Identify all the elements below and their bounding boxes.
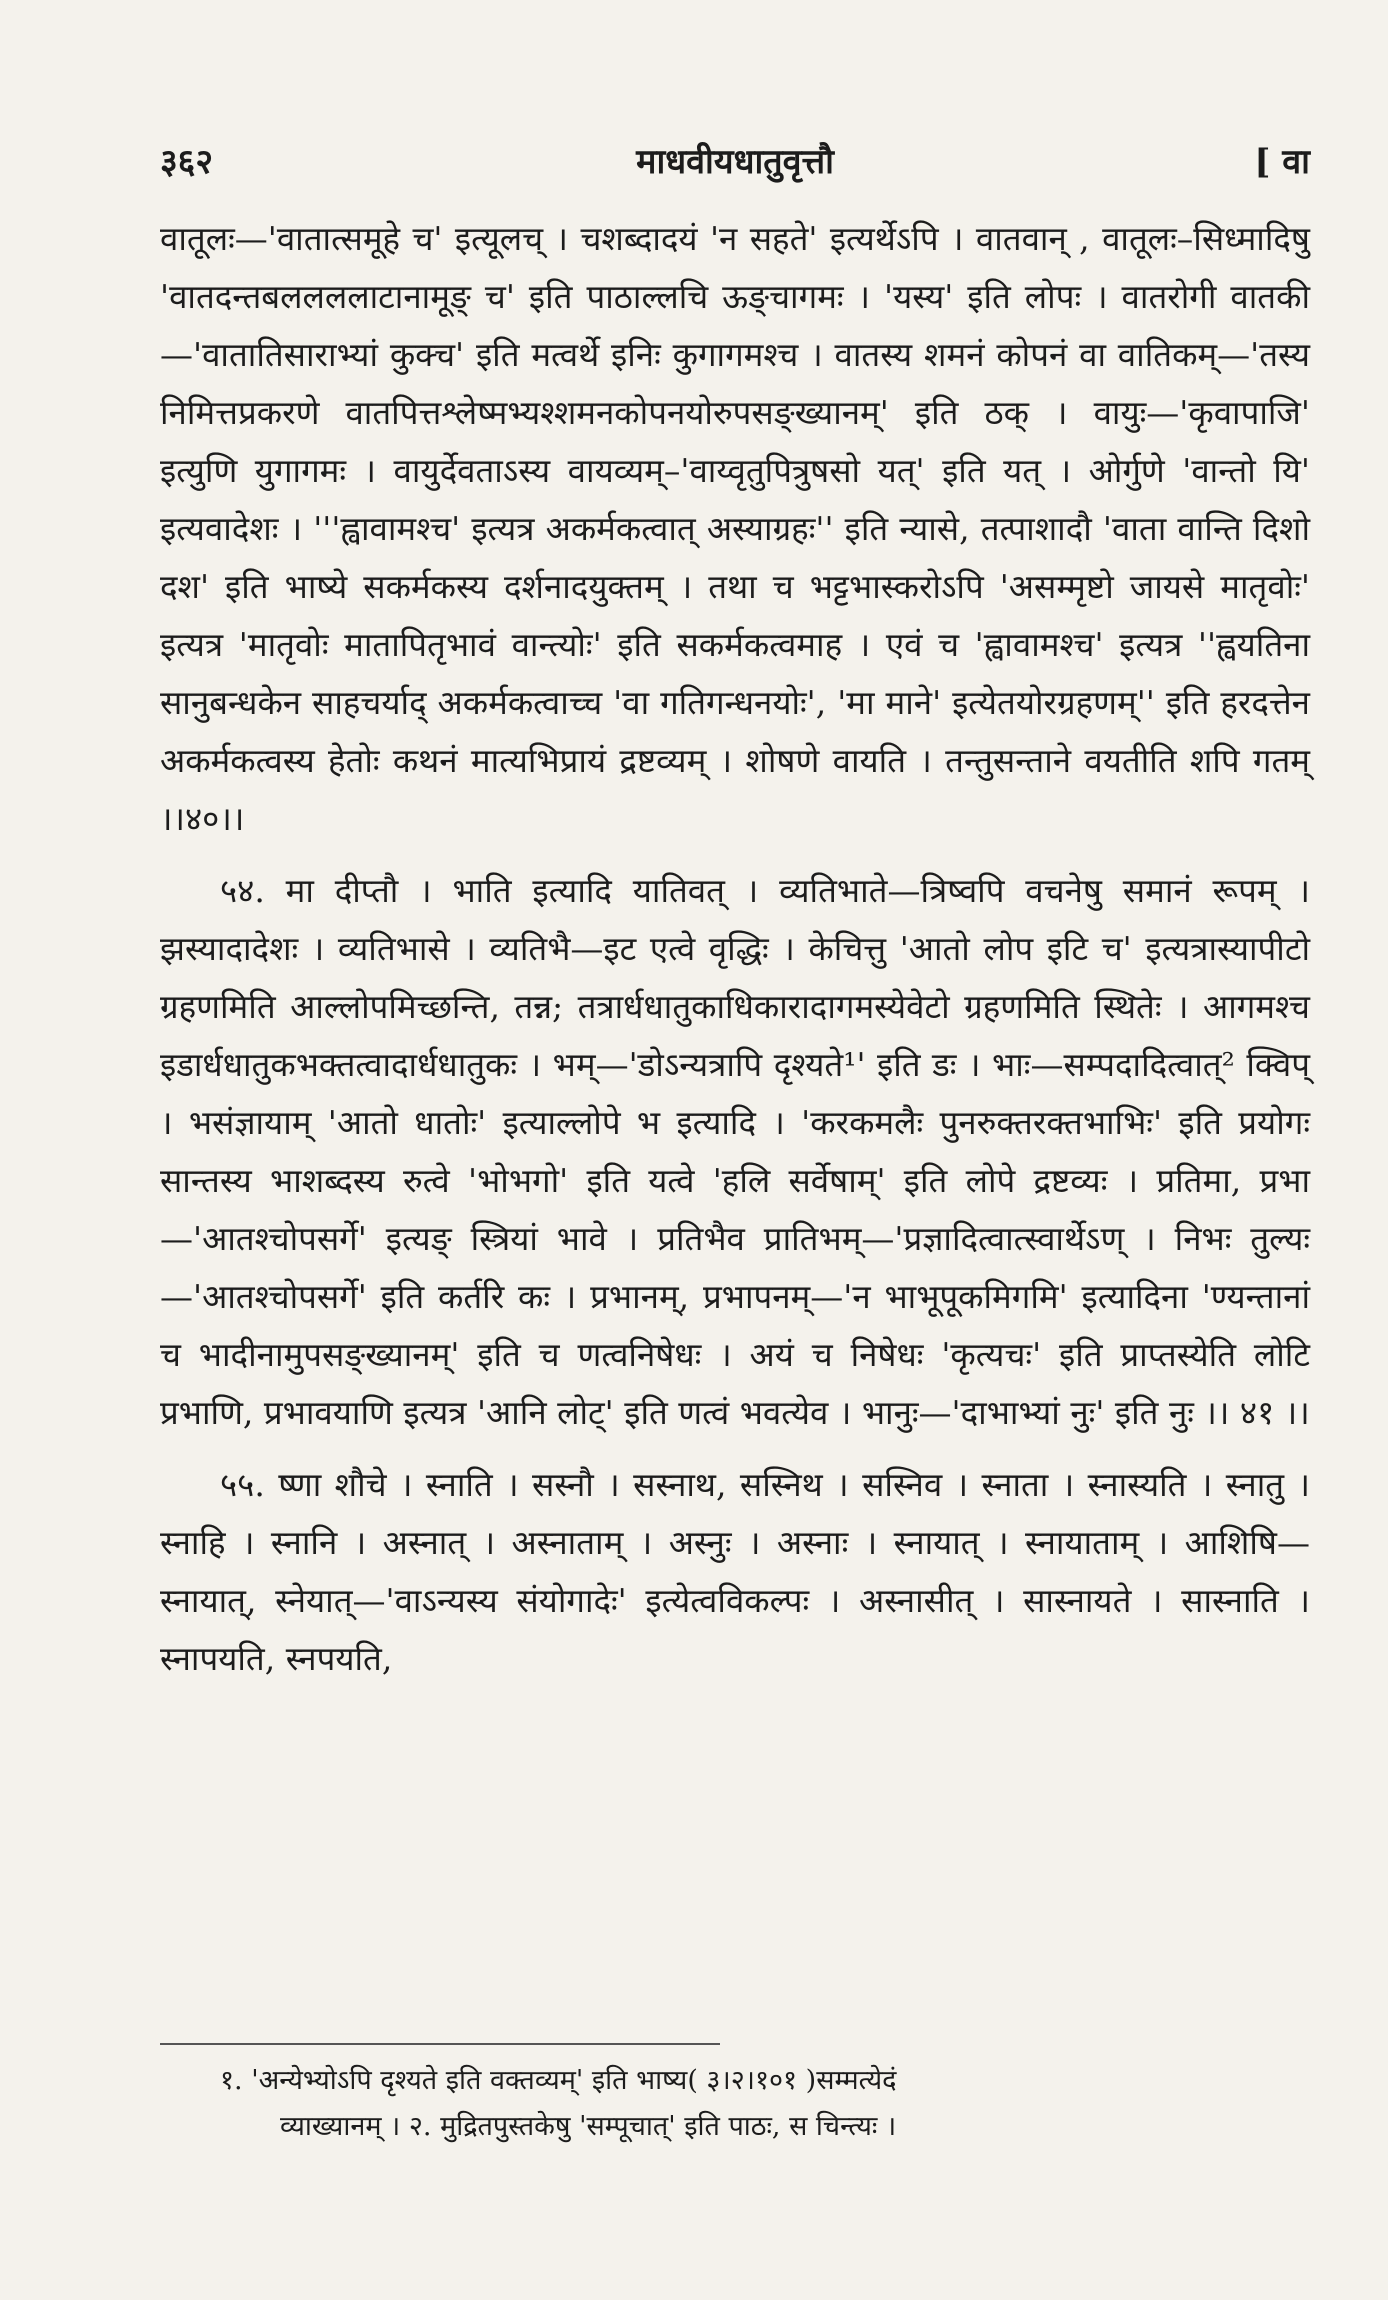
paragraph-vata: वातूलः—'वातात्समूहे च' इत्यूलच् । चशब्दादयं 'न सहते' इत्यर्थेऽपि । वातवान् , वातूलः–सिध्मादिषु 'वातदन्तबललललाटानामूङ् च' इति पाठाल्लचि ऊङ्चागमः । 'यस्य' इति लोपः । वातरोगी वातकी—'वातातिसाराभ्यां कुक्च' इति मत्वर्थे इनिः कुगागमश्च । वातस्य शमनं कोपनं वा वातिकम्—'तस्य निमित्तप्रकरणे वातपित्तश्लेष्मभ्यश्शमनकोपनयोरुपसङ्ख्यानम्' इति ठक् । वायुः—'कृवापाजि' इत्युणि युगागमः । वायुर्देवताऽस्य वायव्यम्–'वाय्वृतुपित्रुषसो यत्' इति यत् । ओर्गुणे 'वान्तो यि' इत्यवादेशः । '''ह्वावामश्च' इत्यत्र अकर्मकत्वात् अस्याग्रहः'' इति न्यासे, तत्पाशादौ 'वाता वान्ति दिशो दश' इति भाष्ये सकर्मकस्य दर्शनादयुक्तम् । तथा च भट्टभास्करोऽपि 'असम्मृष्टो जायसे मातृवोः' इत्यत्र 'मातृवोः मातापितृभावं वान्त्योः' इति सकर्मकत्वमाह । एवं च 'ह्वावामश्च' इत्यत्र ''ह्वयतिना सानुबन्धकेन साहचर्याद् अकर्मकत्वाच्च 'वा गतिगन्धनयोः', 'मा माने' इत्येतयोरग्रहणम्'' इति हरदत्तेन अकर्मकत्वस्य हेतोः कथनं मात्यभिप्रायं द्रष्टव्यम् । शोषणे वायति । तन्तुसन्ताने वयतीति शपि गतम् ।।४०।।	[160, 219, 1310, 838]
footnote-divider	[160, 2043, 720, 2045]
paragraph-ma-diptau: ५४. मा दीप्तौ । भाति इत्यादि यातिवत् । व्यतिभाते—त्रिष्वपि वचनेषु समानं रूपम् । झस्यादादेशः । व्यतिभासे । व्यतिभै—इट एत्वे वृद्धिः । केचित्तु 'आतो लोप इटि च' इत्यत्रास्यापीटो ग्रहणमिति आल्लोपमिच्छन्ति, तन्न; तत्रार्धधातुकाधिकारादागमस्येवेटो ग्रहणमिति स्थितेः । आगमश्च इडार्धधातुकभक्तत्वादार्धधातुकः । भम्—'डोऽन्यत्रापि दृश्यते¹' इति डः । भाः—सम्पदादित्वात्² क्विप् । भसंज्ञायाम् 'आतो धातोः' इत्याल्लोपे भ इत्यादि । 'करकमलैः पुनरुक्तरक्तभाभिः' इति प्रयोगः सान्तस्य भाशब्दस्य रुत्वे 'भोभगो' इति यत्वे 'हलि सर्वेषाम्' इति लोपे द्रष्टव्यः । प्रतिमा, प्रभा—'आतश्चोपसर्गे' इत्यङ् स्त्रियां भावे । प्रतिभैव प्रातिभम्—'प्रज्ञादित्वात्स्वार्थेऽण् । निभः तुल्यः—'आतश्चोपसर्गे' इति कर्तरि कः । प्रभानम्, प्रभापनम्—'न भाभूपूकमिगमि' इत्यादिना 'ण्यन्तानां च भादीनामुपसङ्ख्यानम्' इति च णत्वनिषेधः । अयं च निषेधः 'कृत्यचः' इति प्राप्तस्येति लोटि प्रभाणि, प्रभावयाणि इत्यत्र 'आनि लोट्' इति णत्वं भवत्येव । भानुः—'दाभाभ्यां नुः' इति नुः ।। ४१ ।।	[160, 871, 1310, 1432]
section-root-marker: [ वा	[1254, 142, 1310, 182]
page-number: ३६२	[160, 142, 214, 182]
footnote-line: व्याख्यानम् । २. मुद्रितपुस्तकेषु 'सम्पूचात्' इति पाठः, स चिन्त्यः ।	[280, 2111, 897, 2142]
paragraph-shna-shauche: ५५. ष्णा शौचे । स्नाति । सस्नौ । सस्नाथ, सस्निथ । सस्निव । स्नाता । स्नास्यति । स्नातु । स्नाहि । स्नानि । अस्नात् । अस्नाताम् । अस्नुः । अस्नाः । स्नायात् । स्नायाताम् । आशिषि—स्नायात्, स्नेयात्—'वाऽन्यस्य संयोगादेः' इत्येत्वविकल्पः । अस्नासीत् । सास्नायते । सास्नाति । स्नापयति, स्नपयति,	[160, 1465, 1310, 1678]
footnotes	[160, 2058, 1310, 2150]
footnote-line: १. 'अन्येभ्योऽपि दृश्यते इति वक्तव्यम्' इति भाष्य( ३।२।१०१ )सम्मत्येदं	[220, 2065, 897, 2096]
main-text	[160, 210, 1310, 1702]
running-title: माधवीयधातुवृत्तौ	[636, 142, 834, 182]
page-header	[160, 120, 1310, 200]
